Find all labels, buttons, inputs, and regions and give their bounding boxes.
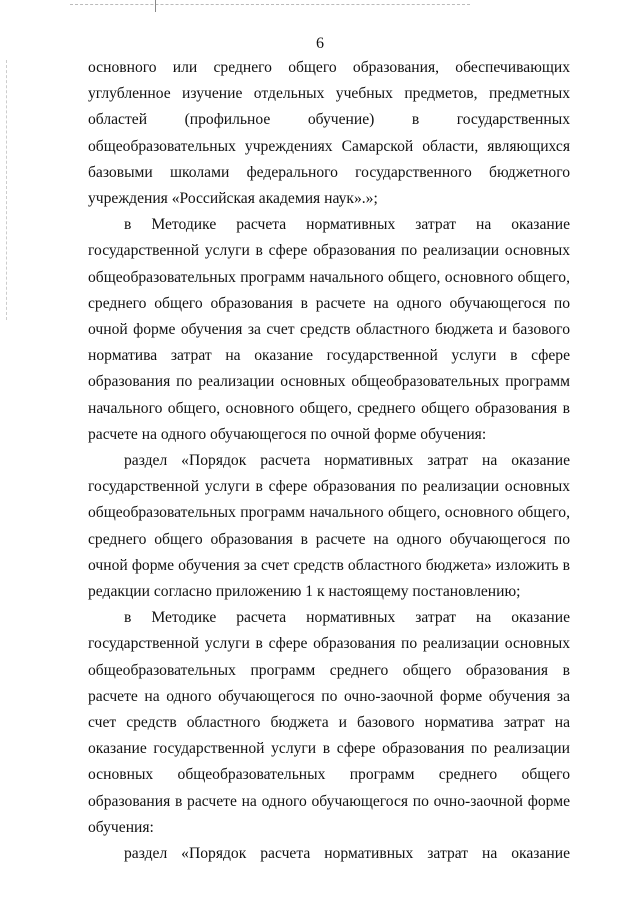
scan-edge-top	[70, 4, 470, 5]
paragraph-section-part-time: раздел «Порядок расчета нормативных затрат на оказание	[124, 845, 570, 863]
scan-edge-left	[6, 60, 7, 320]
paragraph-methodology-part-time: в Методике расчета нормативных затрат на оказание государственной услуги в сфере образования по реализации основных общеобразовательных программ среднего общего образования в расчете на одного обучающегося по очно-заочной форме обучения за счет средств областного бюджета и базового норматива затрат на оказание государственной услуги в сфере образования по реализации основных общеобразовательных программ среднего общего образования в расчете на одного обучающегося по очно-заочной форме обучения:	[88, 609, 570, 836]
paragraph-section-full-time: раздел «Порядок расчета нормативных затрат на оказание государственной услуги в сфере образования по реализации основных общеобразовательных программ начального общего, основного общего, среднего общего образования в расчете на одного обучающегося по очной форме обучения за счет средств областного бюджета» изложить в редакции согласно приложению 1 к настоящему постановлению;	[88, 452, 570, 601]
document-body	[88, 55, 570, 867]
paragraph-methodology-full-time: в Методике расчета нормативных затрат на оказание государственной услуги в сфере образования по реализации основных общеобразовательных программ начального общего, основного общего, среднего общего образования в расчете на одного обучающегося по очной форме обучения за счет средств областного бюджета и базового норматива затрат на оказание государственной услуги в сфере образования по реализации основных общеобразовательных программ начального общего, основного общего, среднего общего образования в расчете на одного обучающегося по очной форме обучения:	[88, 216, 570, 443]
scan-mark	[155, 0, 156, 12]
paragraph-continuation: основного или среднего общего образования, обеспечивающих углубленное изучение отдельных учебных предметов, предметных областей (профильное обучение) в государственных общеобразовательных учреждениях Самарской области, являющихся базовыми школами федерального государственного бюджетного учреждения «Российская академия наук».»;	[88, 59, 570, 208]
page-number: 6	[316, 35, 324, 52]
